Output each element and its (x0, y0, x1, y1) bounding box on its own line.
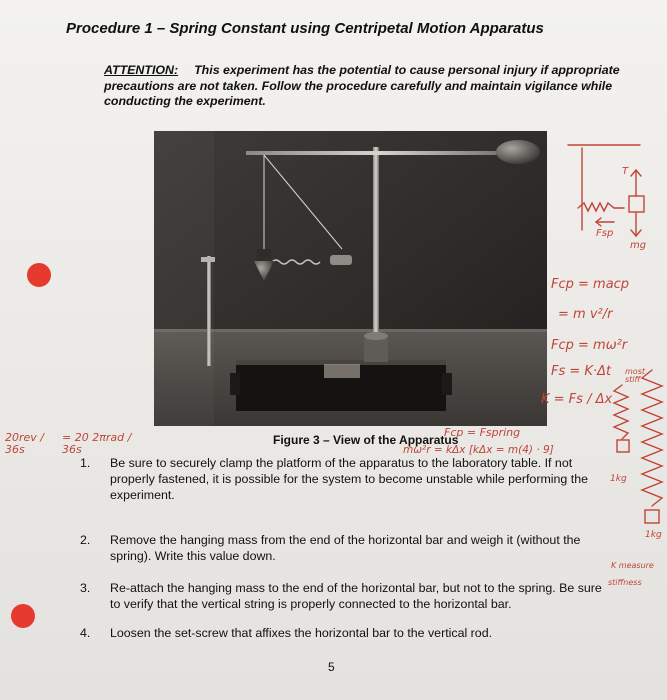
equation: Fcp = Fspring (444, 426, 521, 439)
page-title: Procedure 1 – Spring Constant using Centripetal Motion Apparatus (66, 20, 544, 37)
sketch-mass-box (629, 196, 644, 212)
sketch-spring (578, 203, 624, 211)
step-number: 4. (80, 626, 91, 640)
sketch-spring-stiff (614, 385, 628, 439)
step-text: Be sure to securely clamp the platform of the apparatus to the laboratory table. If not properly fastened, it is possible for the system to become unstable while performing the experiment. (110, 456, 588, 502)
note-text: = 20 2πrad / 36s (62, 431, 132, 456)
note-text: 1kg (610, 474, 627, 484)
sketch-spring-soft (642, 370, 662, 506)
note-text: most stiff (625, 367, 645, 384)
equation: Fcp = macp (551, 277, 630, 292)
note-text: 20rev / 36s (5, 431, 44, 456)
apparatus-photo (154, 131, 547, 426)
note-text: T (622, 166, 629, 177)
sketch-mass-box (617, 440, 629, 452)
step-text: Remove the hanging mass from the end of the horizontal bar and weigh it (without the spring). Write this value down. (110, 533, 581, 563)
note-text: K measure (611, 561, 654, 570)
figure-caption: Figure 3 – View of the Apparatus (273, 433, 459, 447)
equation: Fcp = mω²r (551, 338, 628, 353)
equation: mω²r = kΔx [kΔx = m(4) · 9] (403, 444, 554, 456)
note-text: mg (630, 240, 647, 251)
equation: K = Fs / Δx (541, 392, 613, 407)
attention-label: ATTENTION: (104, 63, 179, 77)
note-text: Fsp (596, 228, 614, 239)
step-number: 3. (80, 581, 91, 595)
step-number: 2. (80, 533, 91, 547)
step-text: Loosen the set-screw that affixes the horizontal bar to the vertical rod. (110, 626, 493, 640)
note-text: stiffness (608, 578, 642, 587)
step-text: Re-attach the hanging mass to the end of the horizontal bar, but not to the spring. Be sure to verify that the vertical string is properly connected to the horizontal bar. (110, 581, 602, 611)
attention-notice (104, 63, 624, 110)
record-dot-icon (27, 263, 51, 287)
note-text: 1kg (645, 530, 662, 540)
attention-text: This experiment has the potential to cause personal injury if appropriate precautions are not taken. Follow the procedure carefully and maintain vigilance while conducting the experiment. (104, 63, 620, 108)
step-number: 1. (80, 456, 91, 470)
sketch-mass-box (645, 510, 659, 523)
record-dot-icon (11, 604, 35, 628)
page-number: 5 (328, 660, 335, 674)
equation: Fs = K·Δt (551, 364, 612, 379)
equation: = m v²/r (558, 307, 613, 322)
apparatus-illustration (154, 131, 547, 426)
